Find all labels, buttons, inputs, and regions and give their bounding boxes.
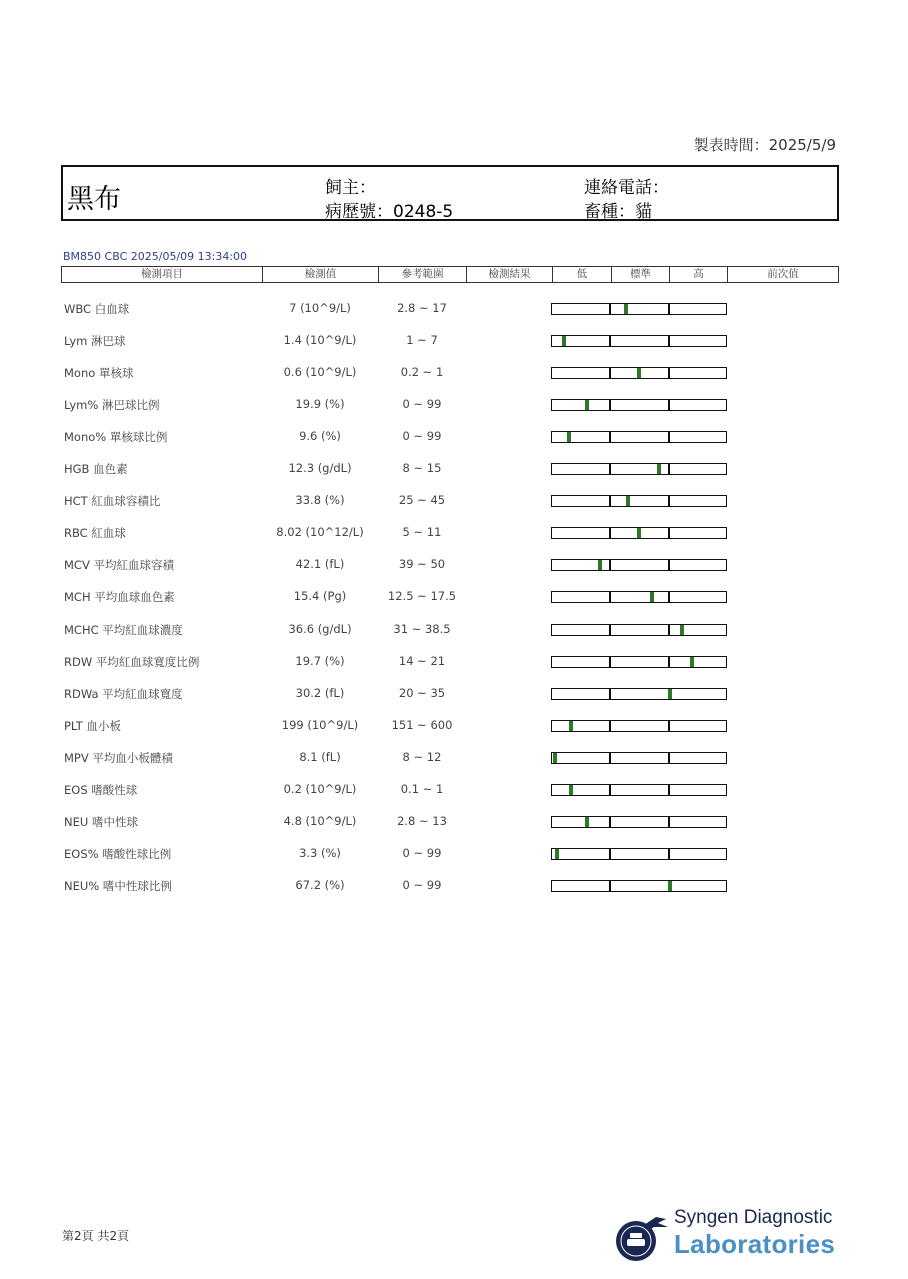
exam-header: BM850 CBC 2025/05/09 13:34:00 <box>63 250 248 263</box>
level-bar-divider <box>609 849 611 859</box>
result-level-bar <box>551 367 727 379</box>
result-row <box>0 331 908 351</box>
record-value: 0248-5 <box>393 202 454 222</box>
result-value: 0.2 (10^9/L) <box>283 781 357 796</box>
level-bar-divider <box>668 304 670 314</box>
level-marker <box>624 304 628 314</box>
level-bar-divider <box>609 464 611 474</box>
result-row <box>0 652 908 672</box>
level-bar-divider <box>609 689 611 699</box>
level-marker <box>690 657 694 667</box>
owner-label: 飼主： <box>325 178 376 198</box>
result-row <box>0 363 908 383</box>
result-level-bar <box>551 399 727 411</box>
level-marker <box>650 592 654 602</box>
result-value: 1.4 (10^9/L) <box>283 333 357 348</box>
col-range: 參考範圍 <box>379 267 467 282</box>
result-level-bar <box>551 656 727 668</box>
species-field <box>584 197 652 222</box>
level-bar-divider <box>609 753 611 763</box>
col-result: 檢測結果 <box>467 267 553 282</box>
col-value: 檢測值 <box>263 267 379 282</box>
result-row <box>0 780 908 800</box>
result-value: 8.02 (10^12/L) <box>276 525 364 540</box>
result-reference-range: 0 ~ 99 <box>402 397 442 412</box>
species-value: 貓 <box>635 202 652 222</box>
result-level-bar <box>551 527 727 539</box>
result-name: HGB 血色素 <box>64 462 128 477</box>
result-reference-range: 2.8 ~ 17 <box>397 301 447 315</box>
phone-label: 連絡電話： <box>584 178 669 198</box>
level-bar-divider <box>609 625 611 635</box>
result-reference-range: 0.1 ~ 1 <box>400 781 444 796</box>
result-row <box>0 748 908 768</box>
result-value: 42.1 (fL) <box>295 557 345 572</box>
result-reference-range: 14 ~ 21 <box>398 653 446 668</box>
result-reference-range: 25 ~ 45 <box>398 493 446 508</box>
result-reference-range: 12.5 ~ 17.5 <box>387 589 457 604</box>
level-bar-divider <box>668 849 670 859</box>
result-reference-range: 2.8 ~ 13 <box>397 813 447 828</box>
level-bar-divider <box>668 464 670 474</box>
result-name: NEU% 嗜中性球比例 <box>64 878 172 893</box>
result-reference-range: 0 ~ 99 <box>402 429 442 444</box>
level-marker <box>626 496 630 506</box>
level-bar-divider <box>668 625 670 635</box>
result-name: Lym% 淋巴球比例 <box>64 398 160 413</box>
col-high: 高 <box>670 267 728 282</box>
result-level-bar <box>551 559 727 571</box>
result-reference-range: 0 ~ 99 <box>402 845 442 860</box>
result-value: 3.3 (%) <box>299 845 341 860</box>
record-field <box>325 197 453 222</box>
level-bar-divider <box>668 785 670 795</box>
result-row <box>0 459 908 479</box>
level-bar-divider <box>609 400 611 410</box>
level-bar-divider <box>668 368 670 378</box>
report-date <box>694 134 836 155</box>
result-name: PLT 血小板 <box>64 718 121 733</box>
level-bar-divider <box>668 432 670 442</box>
result-name: RDW 平均紅血球寬度比例 <box>64 654 200 669</box>
result-row <box>0 620 908 640</box>
result-level-bar <box>551 591 727 603</box>
result-name: NEU 嗜中性球 <box>64 814 138 829</box>
result-level-bar <box>551 752 727 764</box>
result-row <box>0 684 908 704</box>
result-row <box>0 876 908 896</box>
level-bar-divider <box>609 528 611 538</box>
level-marker <box>680 625 684 635</box>
result-reference-range: 0.2 ~ 1 <box>400 365 444 380</box>
level-bar-divider <box>609 432 611 442</box>
syngen-emblem-icon <box>614 1213 672 1263</box>
level-marker <box>637 368 641 378</box>
level-bar-divider <box>609 721 611 731</box>
result-row <box>0 395 908 415</box>
result-row <box>0 812 908 832</box>
result-row <box>0 523 908 543</box>
level-bar-divider <box>609 560 611 570</box>
result-name: EOS% 嗜酸性球比例 <box>64 846 172 861</box>
col-low: 低 <box>553 267 612 282</box>
pet-name: 黑布 <box>67 184 121 215</box>
result-value: 19.9 (%) <box>295 397 345 412</box>
result-name: Mono 單核球 <box>64 366 134 381</box>
result-value: 67.2 (%) <box>295 877 345 892</box>
result-value: 199 (10^9/L) <box>281 717 359 732</box>
level-bar-divider <box>668 657 670 667</box>
result-level-bar <box>551 816 727 828</box>
level-bar-divider <box>668 560 670 570</box>
result-level-bar <box>551 303 727 315</box>
level-bar-divider <box>668 400 670 410</box>
company-logo <box>612 1205 852 1265</box>
result-name: RBC 紅血球 <box>64 526 126 541</box>
result-name: MPV 平均血小板體積 <box>64 750 173 765</box>
result-reference-range: 1 ~ 7 <box>406 333 438 348</box>
patient-info-box <box>61 165 839 221</box>
result-value: 9.6 (%) <box>299 429 341 444</box>
result-reference-range: 20 ~ 35 <box>398 685 446 700</box>
result-level-bar <box>551 495 727 507</box>
result-row <box>0 716 908 736</box>
level-marker <box>553 753 557 763</box>
result-row <box>0 299 908 319</box>
result-row <box>0 844 908 864</box>
result-value: 4.8 (10^9/L) <box>283 813 357 828</box>
result-reference-range: 39 ~ 50 <box>398 557 446 572</box>
result-name: MCH 平均血球血色素 <box>64 590 175 605</box>
level-marker <box>668 881 672 891</box>
level-bar-divider <box>668 817 670 827</box>
level-bar-divider <box>668 753 670 763</box>
result-value: 8.1 (fL) <box>299 749 341 764</box>
result-value: 7 (10^9/L) <box>289 301 351 315</box>
col-previous: 前次值 <box>767 268 799 280</box>
result-level-bar <box>551 880 727 892</box>
level-marker <box>569 721 573 731</box>
result-level-bar <box>551 431 727 443</box>
page-number: 第2頁 共2頁 <box>62 1229 130 1243</box>
level-bar-divider <box>668 336 670 346</box>
result-value: 30.2 (fL) <box>295 685 345 700</box>
result-reference-range: 31 ~ 38.5 <box>393 621 451 636</box>
level-bar-divider <box>609 817 611 827</box>
result-level-bar <box>551 784 727 796</box>
level-bar-divider <box>668 496 670 506</box>
result-level-bar <box>551 848 727 860</box>
level-bar-divider <box>668 592 670 602</box>
result-name: EOS 嗜酸性球 <box>64 782 138 797</box>
result-level-bar <box>551 720 727 732</box>
level-bar-divider <box>609 785 611 795</box>
result-name: MCV 平均紅血球容積 <box>64 558 174 573</box>
col-item: 檢測項目 <box>62 267 263 282</box>
result-name: MCHC 平均紅血球濃度 <box>64 622 183 637</box>
owner-field <box>325 173 376 198</box>
result-value: 0.6 (10^9/L) <box>283 365 357 380</box>
level-marker <box>598 560 602 570</box>
result-name: Mono% 單核球比例 <box>64 430 168 445</box>
result-value: 12.3 (g/dL) <box>288 461 352 476</box>
level-marker <box>555 849 559 859</box>
level-marker <box>569 785 573 795</box>
result-value: 33.8 (%) <box>295 493 345 508</box>
result-name: Lym 淋巴球 <box>64 334 126 349</box>
result-name: HCT 紅血球容積比 <box>64 494 161 509</box>
level-marker <box>585 817 589 827</box>
species-label: 畜種： <box>584 202 635 222</box>
result-name: RDWa 平均紅血球寬度 <box>64 686 183 701</box>
level-marker <box>567 432 571 442</box>
result-name: WBC 白血球 <box>64 302 130 316</box>
result-value: 19.7 (%) <box>295 653 345 668</box>
level-marker <box>637 528 641 538</box>
level-bar-divider <box>668 528 670 538</box>
level-bar-divider <box>609 881 611 891</box>
level-bar-divider <box>609 592 611 602</box>
logo-text-line1: Syngen Diagnostic <box>674 1207 833 1228</box>
result-row <box>0 491 908 511</box>
result-row <box>0 427 908 447</box>
level-bar-divider <box>609 336 611 346</box>
level-marker <box>668 689 672 699</box>
level-bar-divider <box>609 496 611 506</box>
result-reference-range: 0 ~ 99 <box>402 877 442 892</box>
result-reference-range: 5 ~ 11 <box>402 525 442 540</box>
result-value: 15.4 (Pg) <box>293 589 347 604</box>
level-marker <box>657 464 661 474</box>
level-bar-divider <box>609 657 611 667</box>
level-bar-divider <box>609 304 611 314</box>
result-reference-range: 8 ~ 12 <box>402 749 442 764</box>
level-marker <box>585 400 589 410</box>
report-date-value: 2025/5/9 <box>768 136 836 154</box>
col-normal: 標準 <box>612 267 670 282</box>
table-header <box>61 266 839 283</box>
result-level-bar <box>551 688 727 700</box>
level-marker <box>562 336 566 346</box>
result-value: 36.6 (g/dL) <box>288 621 352 636</box>
record-label: 病歷號： <box>325 202 393 222</box>
result-level-bar <box>551 463 727 475</box>
result-reference-range: 151 ~ 600 <box>391 717 453 732</box>
result-row <box>0 555 908 575</box>
logo-text-line2: Laboratories <box>674 1229 836 1259</box>
report-date-label: 製表時間： <box>693 136 769 154</box>
result-level-bar <box>551 624 727 636</box>
result-reference-range: 8 ~ 15 <box>402 461 442 476</box>
result-level-bar <box>551 335 727 347</box>
level-bar-divider <box>609 368 611 378</box>
result-row <box>0 587 908 607</box>
level-bar-divider <box>668 721 670 731</box>
phone-field <box>584 173 669 198</box>
